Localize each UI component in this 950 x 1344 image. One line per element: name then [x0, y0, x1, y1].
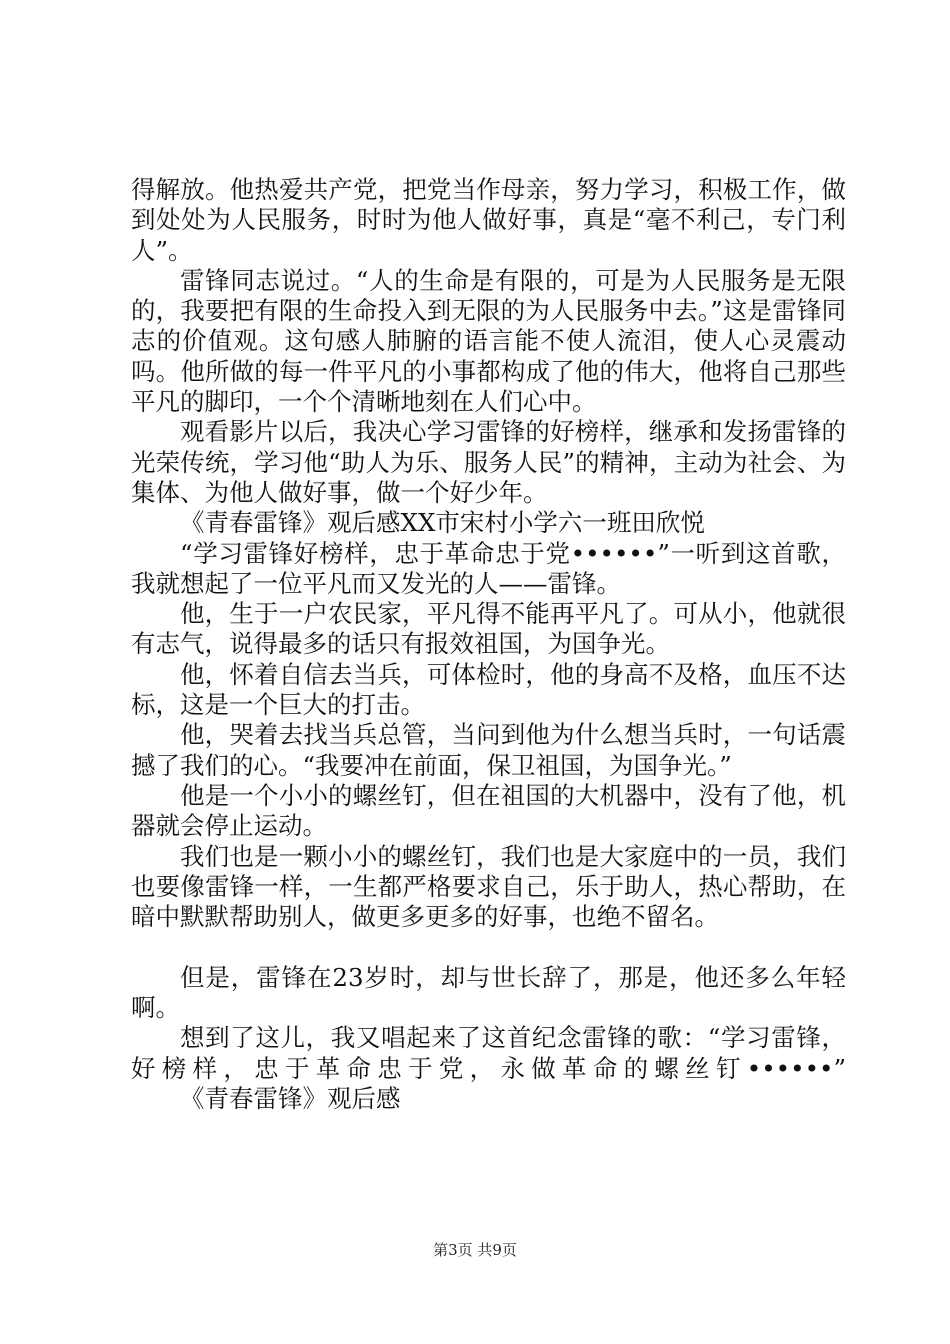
paragraph-birth: 他，生于一户农民家，平凡得不能再平凡了。可从小，他就很有志气，说得最多的话只有报效祖国，为国争光。 — [131, 599, 846, 659]
paragraph-after-film: 观看影片以后，我决心学习雷锋的好榜样，继承和发扬雷锋的光荣传统，学习他“助人为乐、服务人民”的精神，主动为社会、为集体、为他人做好事，做一个好少年。 — [131, 417, 846, 507]
paragraph-lei-feng-quote: 雷锋同志说过。“人的生命是有限的，可是为人民服务是无限的，我要把有限的生命投入到无限的为人民服务中去。”这是雷锋同志的价值观。这句感人肺腑的语言能不使人流泪，使人心灵震动吗。他所做的每一件平凡的小事都构成了他的伟大，他将自己那些平凡的脚印，一个个清晰地刻在人们心中。 — [131, 265, 846, 417]
essay-title-byline: 《青春雷锋》观后感XX市宋村小学六一班田欣悦 — [180, 508, 705, 538]
next-essay-title: 《青春雷锋》观后感 — [180, 1083, 401, 1113]
paragraph-screw: 他是一个小小的螺丝钉，但在祖国的大机器中，没有了他，机器就会停止运动。 — [131, 780, 846, 841]
document-body — [131, 175, 846, 1114]
paragraph-song: “学习雷锋好榜样，忠于革命忠于党••••••”一听到这首歌，我就想起了一位平凡而又发光的人——雷锋。 — [131, 538, 846, 598]
blank-line — [131, 932, 846, 962]
paragraph-we-too: 我们也是一颗小小的螺丝钉，我们也是大家庭中的一员，我们也要像雷锋一样，一生都严格要求自己，乐于助人，热心帮助，在暗中默默帮助别人，做更多更多的好事，也绝不留名。 — [131, 841, 846, 932]
paragraph-sing-again: 想到了这儿，我又唱起来了这首纪念雷锋的歌：“学习雷锋，好榜样，忠于革命忠于党，永做革命的螺丝钉••••••” — [131, 1023, 846, 1083]
paragraph-cry: 他，哭着去找当兵总管，当问到他为什么想当兵时，一句话震撼了我们的心。“我要冲在前面，保卫祖国，为国争光。” — [131, 720, 846, 780]
paragraph-continued: 得解放。他热爱共产党，把党当作母亲，努力学习，积极工作，做到处处为人民服务，时时为他人做好事，真是“毫不利己，专门利人”。 — [131, 175, 846, 265]
paragraph-enlist: 他，怀着自信去当兵，可体检时，他的身高不及格，血压不达标，这是一个巨大的打击。 — [131, 659, 846, 720]
page-number-footer: 第3页 共9页 — [433, 1241, 517, 1259]
paragraph-age-23: 但是，雷锋在23岁时，却与世长辞了，那是，他还多么年轻啊。 — [131, 962, 846, 1023]
